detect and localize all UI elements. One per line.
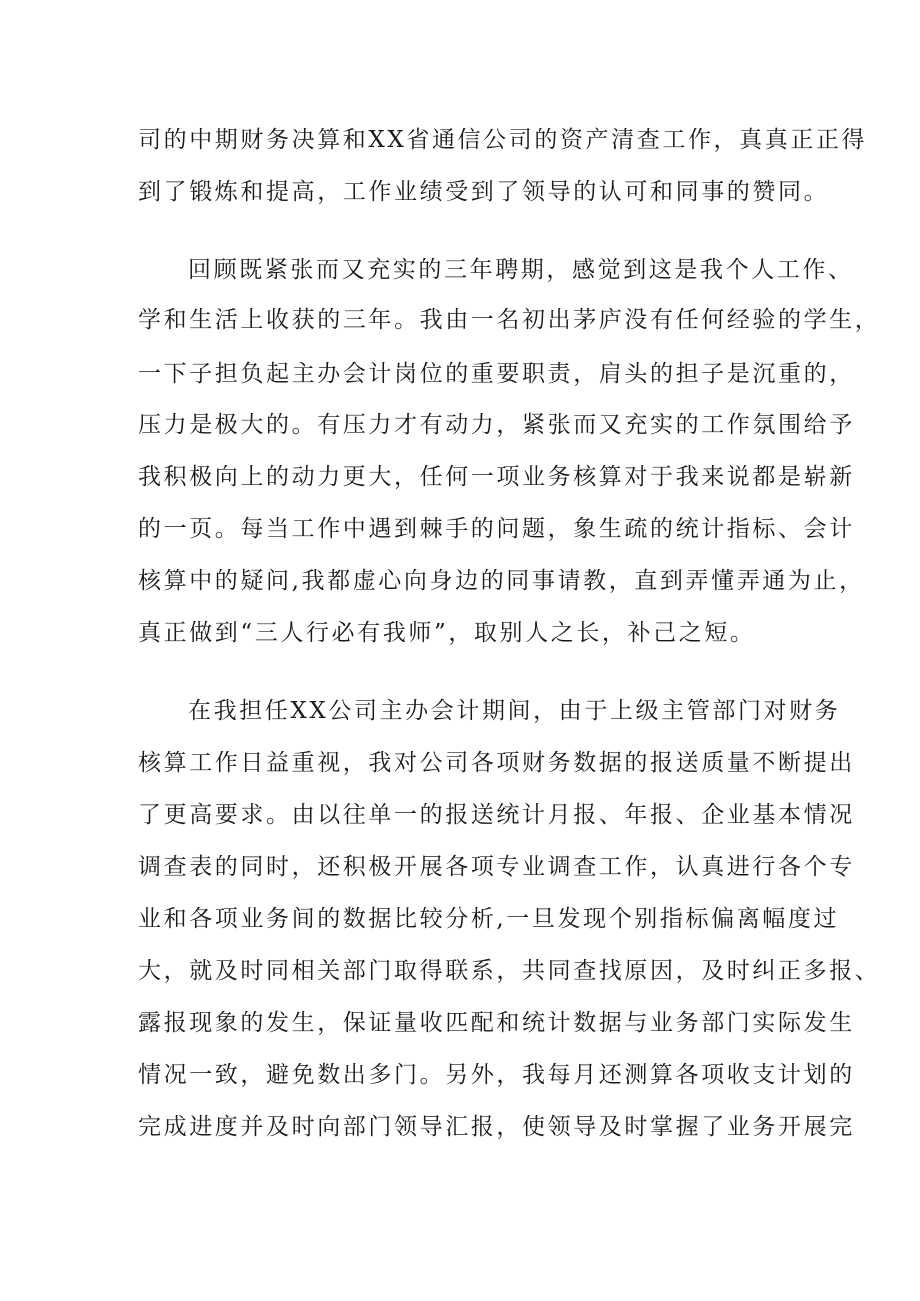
paragraph-3-line-2: 核算工作日益重视，我对公司各项财务数据的报送质量不断提出 bbox=[138, 750, 855, 776]
paragraph-1-line-2: 到了锻炼和提高，工作业绩受到了领导的认可和同事的赞同。 bbox=[138, 179, 830, 205]
paragraph-2-line-2: 学和生活上收获的三年。我由一名初出茅庐没有任何经验的学生， bbox=[138, 307, 881, 333]
paragraph-3-line-1: 在我担任XX公司主办会计期间，由于上级主管部门对财务 bbox=[188, 698, 841, 724]
paragraph-2-line-3: 一下子担负起主办会计岗位的重要职责，肩头的担子是沉重的， bbox=[138, 361, 855, 387]
paragraph-2-line-7: 核算中的疑问,我都虚心向身边的同事请教，直到弄懂弄通为止， bbox=[138, 568, 865, 594]
paragraph-1-line-1: 司的中期财务决算和XX省通信公司的资产清查工作，真真正正得 bbox=[138, 127, 868, 153]
paragraph-3-line-3: 了更高要求。由以往单一的报送统计月报、年报、企业基本情况 bbox=[138, 802, 855, 828]
paragraph-3-line-9: 完成进度并及时向部门领导汇报，使领导及时掌握了业务开展完 bbox=[138, 1114, 855, 1140]
paragraph-2-line-5: 我积极向上的动力更大，任何一项业务核算对于我来说都是崭新 bbox=[138, 464, 855, 490]
paragraph-2-line-1: 回顾既紧张而又充实的三年聘期，感觉到这是我个人工作、 bbox=[188, 257, 854, 283]
paragraph-2-line-8: 真正做到“三人行必有我师”，取别人之长，补己之短。 bbox=[138, 620, 756, 646]
paragraph-2-line-6: 的一页。每当工作中遇到棘手的问题，象生疏的统计指标、会计 bbox=[138, 516, 855, 542]
paragraph-3-line-4: 调查表的同时，还积极开展各项专业调查工作，认真进行各个专 bbox=[138, 854, 855, 880]
paragraph-3-line-6: 大，就及时同相关部门取得联系，共同查找原因，及时纠正多报、 bbox=[138, 958, 881, 984]
paragraph-3-line-5: 业和各项业务间的数据比较分析,一旦发现个别指标偏离幅度过 bbox=[138, 906, 840, 932]
paragraph-2-line-4: 压力是极大的。有压力才有动力，紧张而又充实的工作氛围给予 bbox=[138, 412, 855, 438]
paragraph-3-line-8: 情况一致，避免数出多门。另外，我每月还测算各项收支计划的 bbox=[138, 1062, 855, 1088]
paragraph-3-line-7: 露报现象的发生，保证量收匹配和统计数据与业务部门实际发生 bbox=[138, 1010, 855, 1036]
